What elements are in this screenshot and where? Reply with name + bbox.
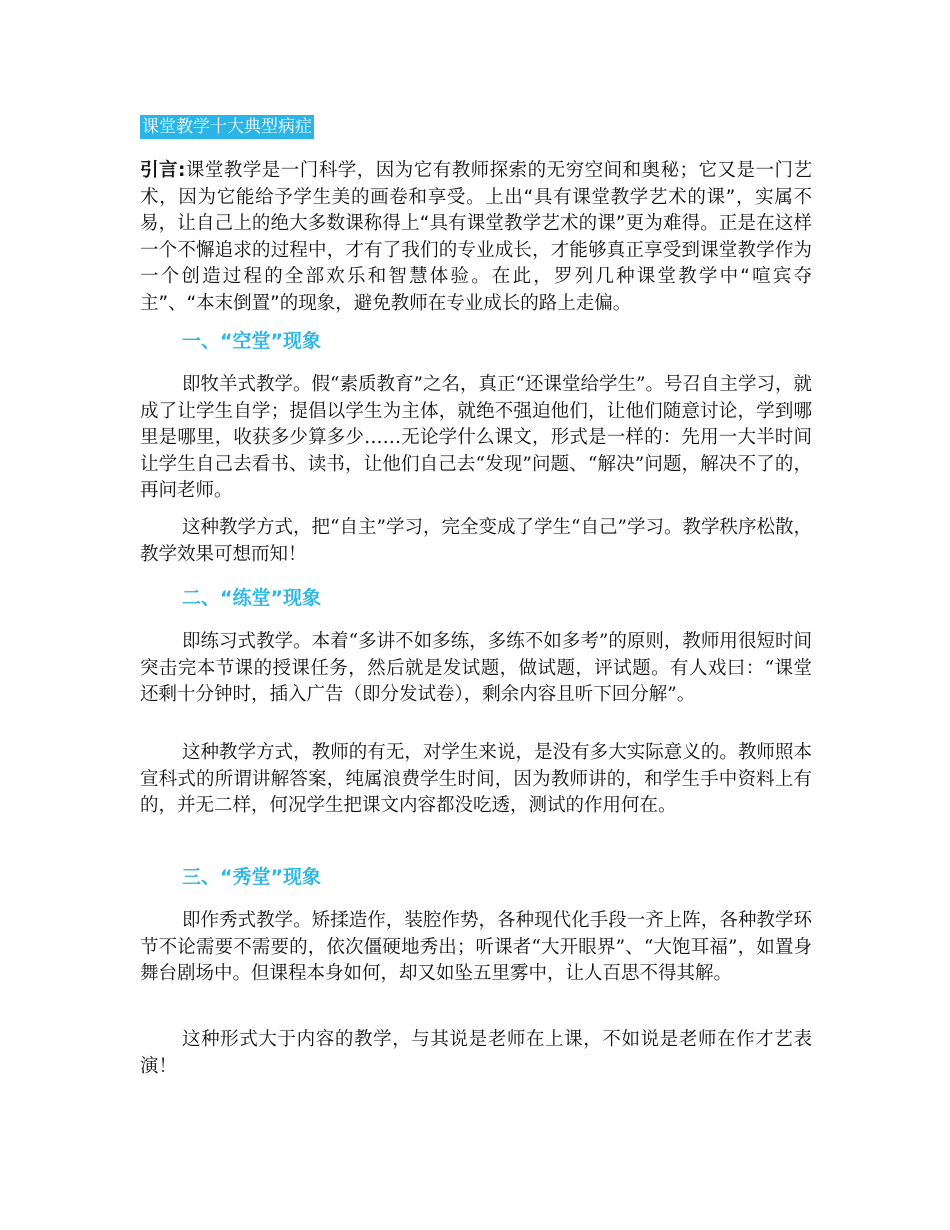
section-1-paragraph-1: 即牧羊式教学。假“素质教育”之名，真正“还课堂给学生”。号召自主学习，就成了让学生自学；提倡以学生为主体，就绝不强迫他们，让他们随意讨论，学到哪里是哪里，收获多少算多少……无论学什么课文，形式是一样的：先用一大半时间让学生自己去看书、读书，让他们自己去“发现”问题、“解决”问题，解决不了的，再问老师。 <box>140 374 812 501</box>
section-2-paragraph-2: 这种教学方式，教师的有无，对学生来说，是没有多大实际意义的。教师照本宣科式的所谓讲解答案，纯属浪费学生时间，因为教师讲的，和学生手中资料上有的，并无二样，何况学生把课文内容都没吃透，测试的作用何在。 <box>140 742 812 816</box>
document-title: 课堂教学十大典型病症 <box>142 117 312 137</box>
section-2-heading: 二、“练堂”现象 <box>182 587 321 609</box>
section-3-paragraph-1: 即作秀式教学。矫揉造作，装腔作势，各种现代化手段一齐上阵，各种教学环节不论需要不需要的，依次僵硬地秀出；听课者“大开眼界”、“大饱耳福”，如置身舞台剧场中。但课程本身如何，却又如坠五里雾中，让人百思不得其解。 <box>140 910 812 984</box>
section-1-paragraph-2: 这种教学方式，把“自主”学习，完全变成了学生“自己”学习。教学秩序松散，教学效果可想而知！ <box>140 517 812 565</box>
section-3-paragraph-2: 这种形式大于内容的教学，与其说是老师在上课，不如说是老师在作才艺表演！ <box>140 1029 812 1077</box>
intro-paragraph <box>140 158 812 317</box>
section-2-paragraph-1: 即练习式教学。本着“多讲不如多练，多练不如多考”的原则，教师用很短时间突击完本节课的授课任务，然后就是发试题，做试题，评试题。有人戏曰：“课堂还剩十分钟时，插入广告（即分发试卷），剩余内容且听下回分解”。 <box>140 631 812 705</box>
section-1-heading: 一、“空堂”现象 <box>182 330 321 352</box>
intro-text: 课堂教学是一门科学，因为它有教师探索的无穷空间和奥秘；它又是一门艺术，因为它能给予学生美的画卷和享受。上出“具有课堂教学艺术的课”，实属不易，让自己上的绝大多数课称得上“具有课堂教学艺术的课”更为难得。正是在这样一个不懈追求的过程中，才有了我们的专业成长，才能够真正享受到课堂教学作为一个创造过程的全部欢乐和智慧体验。在此，罗列几种课堂教学中“喧宾夺主”、“本末倒置”的现象，避免教师在专业成长的路上走偏。 <box>140 160 812 314</box>
intro-lead: 引言: <box>140 160 186 181</box>
section-3-heading: 三、“秀堂”现象 <box>182 866 321 888</box>
